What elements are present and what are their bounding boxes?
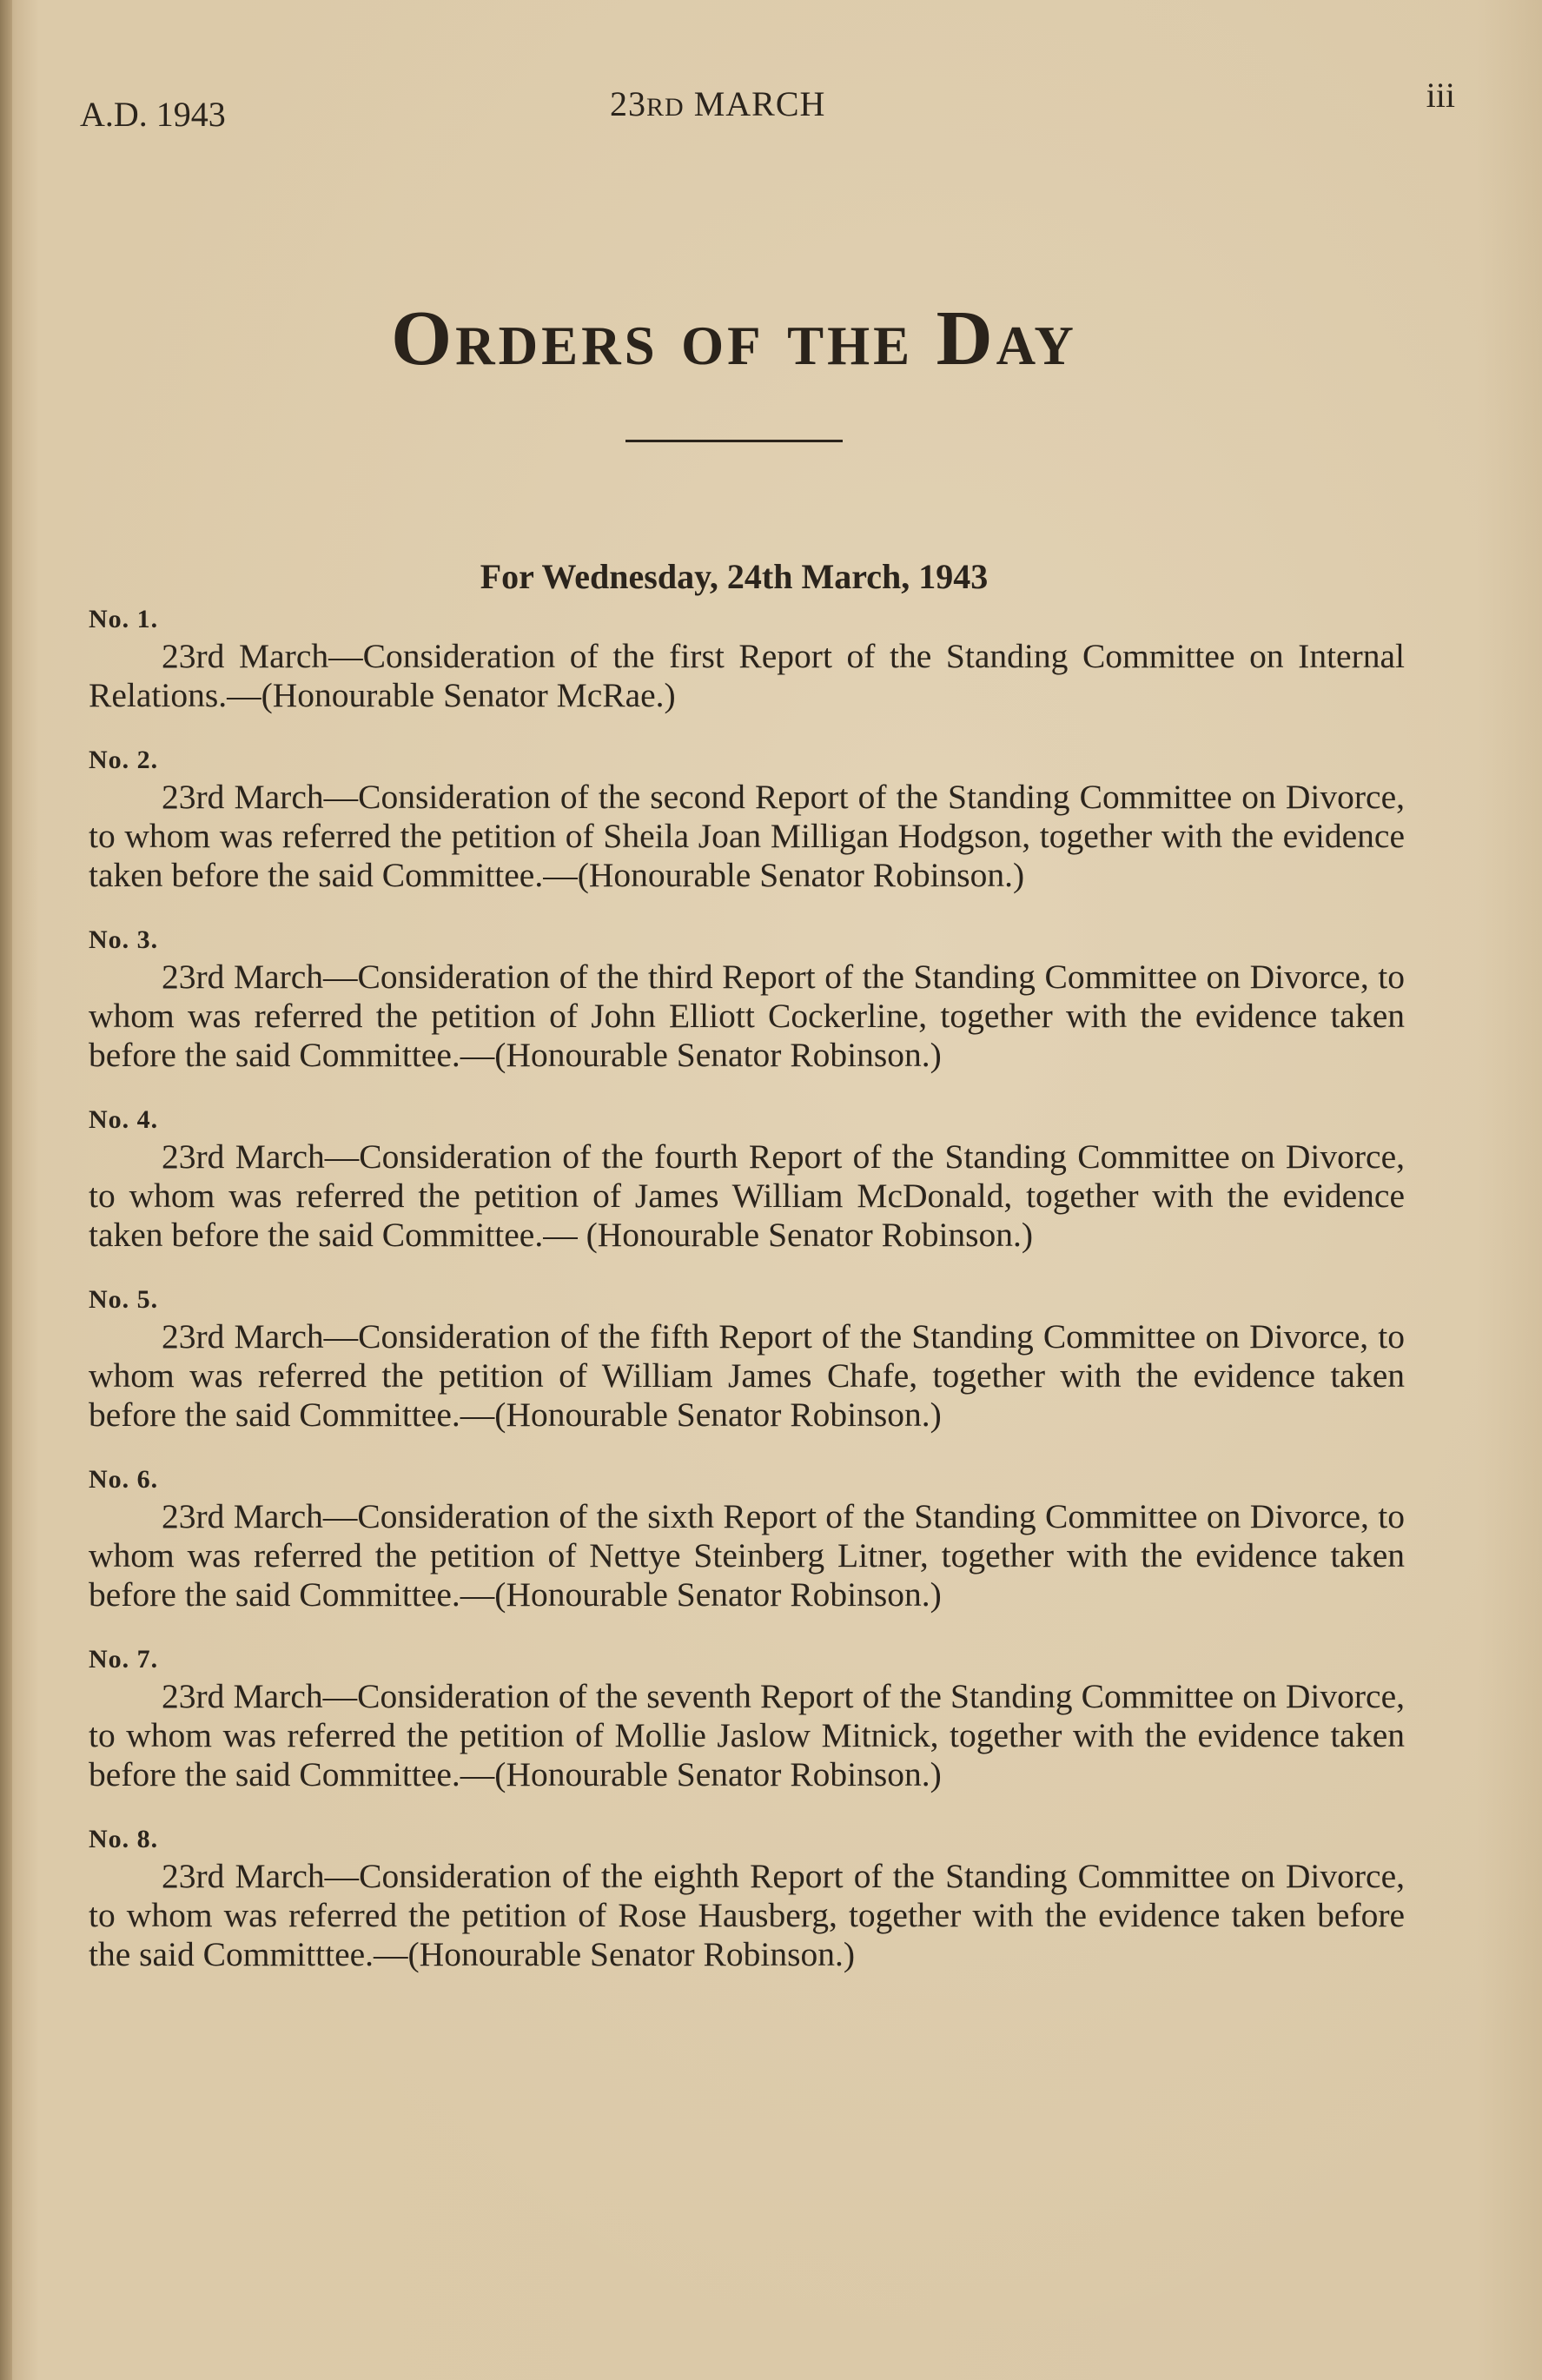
order-number: No. 3. — [89, 925, 159, 954]
order-number: No. 5. — [89, 1285, 159, 1314]
order-number: No. 1. — [89, 605, 159, 633]
orders-list — [89, 602, 1405, 2002]
title-divider — [625, 440, 843, 442]
date-heading: For Wednesday, 24th March, 1943 — [480, 557, 989, 596]
order-item — [89, 1822, 1405, 1974]
order-text: 23rd March—Consideration of the second Report of the Standing Committee on Divorce, to whom was referred the petition of Sheila Joan Milligan Hodgson, together with the evidence taken before the said Committee.—(Honourable Senator Robinson.) — [89, 778, 1405, 894]
order-text: 23rd March—Consideration of the eighth Report of the Standing Committee on Divorce, to whom was referred the petition of Rose Hausberg, together with the evidence taken before the said Committtee.—(Honourable Senator Robinson.) — [89, 1857, 1405, 1973]
header-year: A.D. 1943 — [80, 95, 226, 134]
header-date-month: MARCH — [693, 84, 826, 123]
header-date-suffix: RD — [646, 93, 685, 122]
order-text: 23rd March—Consideration of the sixth Report of the Standing Committee on Divorce, to whom was referred the petition of Nettye Steinberg Litner, together with the evidence taken before the said Committee.—(Honourable Senator Robinson.) — [89, 1497, 1405, 1614]
header-date — [610, 83, 825, 124]
order-text: 23rd March—Consideration of the fourth Report of the Standing Committee on Divorce, to whom was referred the petition of James William McDonald, together with the evidence taken before the said Committee.— (Honourable Senator Robinson.) — [89, 1137, 1405, 1254]
order-number: No. 2. — [89, 746, 159, 774]
order-text: 23rd March—Consideration of the first Report of the Standing Committee on Internal Relations.—(Honourable Senator McRae.) — [89, 637, 1405, 714]
order-number: No. 7. — [89, 1645, 159, 1674]
order-item — [89, 1642, 1405, 1794]
order-item — [89, 1462, 1405, 1614]
order-text: 23rd March—Consideration of the fifth Report of the Standing Committee on Divorce, to whom was referred the petition of William James Chafe, together with the evidence taken before the said Committee.—(Honourable Senator Robinson.) — [89, 1317, 1405, 1434]
order-item — [89, 743, 1405, 895]
running-head — [80, 76, 1455, 136]
order-text: 23rd March—Consideration of the third Report of the Standing Committee on Divorce, to whom was referred the petition of John Elliott Cockerline, together with the evidence taken before the said Committee.—(Honourable Senator Robinson.) — [89, 958, 1405, 1074]
order-number: No. 6. — [89, 1465, 159, 1494]
page-title — [0, 294, 1468, 383]
header-date-day: 23 — [610, 84, 646, 123]
order-number: No. 8. — [89, 1825, 159, 1853]
order-text: 23rd March—Consideration of the seventh Report of the Standing Committee on Divorce, to whom was referred the petition of Mollie Jaslow Mitnick, together with the evidence taken before the said Committee.—(Honourable Senator Robinson.) — [89, 1677, 1405, 1793]
title-text: Orders of the Day — [391, 295, 1077, 381]
order-number: No. 4. — [89, 1105, 159, 1134]
page-number: iii — [1426, 76, 1455, 115]
order-item — [89, 1283, 1405, 1435]
order-item — [89, 923, 1405, 1075]
order-item — [89, 1103, 1405, 1255]
order-item — [89, 602, 1405, 715]
